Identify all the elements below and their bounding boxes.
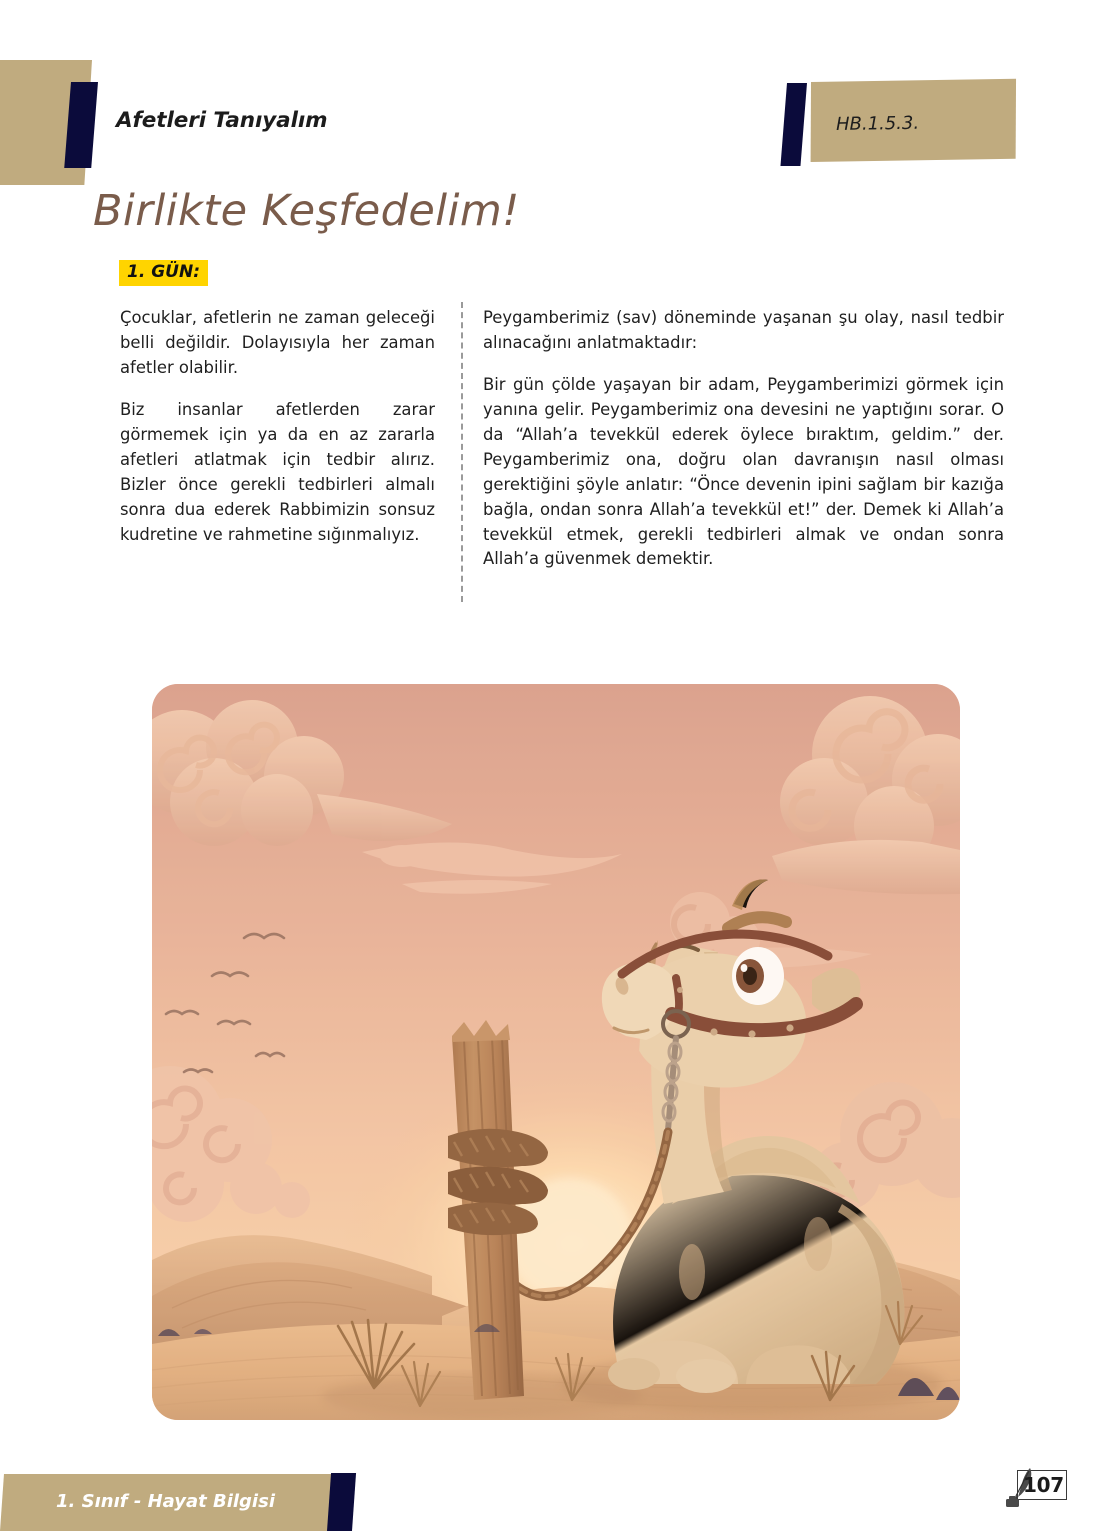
warm-light-overlay: [152, 684, 960, 1420]
curriculum-code-label: HB.1.5.3.: [835, 112, 920, 135]
page-number-group: [1003, 1468, 1069, 1508]
section-heading: Birlikte Keşfedelim!: [93, 186, 520, 236]
illustration-svg: [152, 684, 960, 1420]
camel-desert-illustration: [152, 684, 960, 1420]
curriculum-code-navy-bar: [780, 83, 807, 166]
day-tag-badge: 1. GÜN:: [119, 260, 208, 286]
page-title: Afetleri Tanıyalım: [116, 108, 328, 133]
footer-navy-accent-bar: [327, 1473, 356, 1531]
paragraph: Peygamberimiz (sav) döneminde yaşanan şu olay, nasıl tedbir alınacağını anlatmaktadır:: [483, 308, 1004, 352]
paragraph: Çocuklar, afetlerin ne zaman geleceği belli değildir. Dolayısıyla her zaman afetler olabilir.: [120, 308, 435, 377]
page-number: 107: [1023, 1473, 1064, 1497]
paragraph: Biz insanlar afetlerden zarar görmemek için ya da en az zararla afetleri atlatmak için tedbir alırız. Bizler önce gerekli tedbirleri almalı sonra dua ederek Rabbimizin sonsuz kudretine ve rahmetine sığınmalıyız.: [120, 399, 435, 544]
paragraph: Bir gün çölde yaşayan bir adam, Peygamberimizi görmek için yanına gelir. Peygamberimiz ona devesini ne yaptığını sorar. O da “Allah’a tevekkül ederek öylece bıraktım, geldim.” der. Peygamberimiz ona, doğru olan davranışın nasıl olması gerektiğini şöyle anlatır: “Önce devenin ipini sağlam bir kazığa bağla, ondan sonra Allah’a tevekkül et!” der. Demek ki Allah’a tevekkül etmek, gerekli tedbirleri almak ve ondan sonra Allah’a güvenmek demektir.: [483, 374, 1004, 569]
text-column-left: [120, 306, 435, 547]
footer-label: 1. Sınıf - Hayat Bilgisi: [56, 1491, 275, 1512]
text-column-right: [483, 306, 1004, 572]
column-divider: [461, 302, 463, 602]
header-navy-accent-bar: [64, 82, 98, 168]
